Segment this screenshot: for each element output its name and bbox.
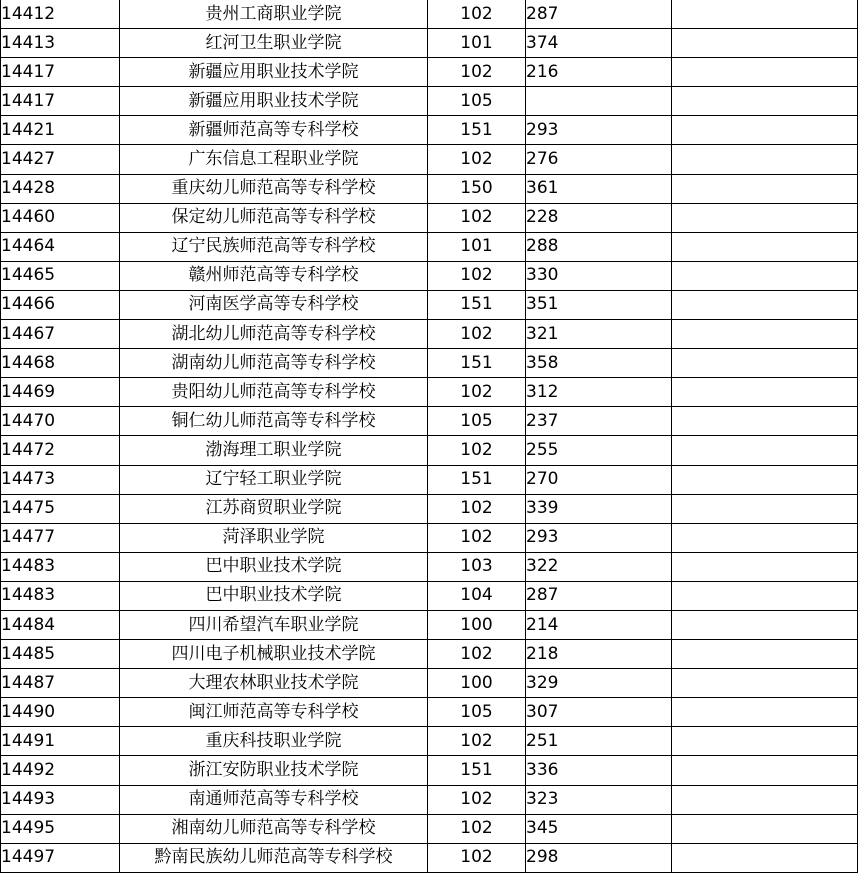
subject-code-cell: 151	[428, 465, 526, 494]
table-body	[1, 0, 858, 872]
table-row	[1, 29, 858, 58]
school-name-cell: 新疆师范高等专科学校	[120, 116, 428, 145]
subject-code-cell: 102	[428, 0, 526, 29]
school-code-cell: 14460	[1, 203, 120, 232]
note-cell	[672, 756, 858, 785]
min-score-cell: 293	[526, 116, 672, 145]
subject-code-cell: 104	[428, 581, 526, 610]
school-code-cell: 14470	[1, 407, 120, 436]
note-cell	[672, 727, 858, 756]
school-name-cell: 湘南幼儿师范高等专科学校	[120, 814, 428, 843]
school-name-cell: 湖北幼儿师范高等专科学校	[120, 320, 428, 349]
min-score-cell: 323	[526, 785, 672, 814]
school-code-cell: 14487	[1, 669, 120, 698]
subject-code-cell: 102	[428, 494, 526, 523]
school-name-cell: 红河卫生职业学院	[120, 29, 428, 58]
table-row	[1, 407, 858, 436]
min-score-cell: 358	[526, 349, 672, 378]
school-name-cell: 铜仁幼儿师范高等专科学校	[120, 407, 428, 436]
school-name-cell: 菏泽职业学院	[120, 523, 428, 552]
school-name-cell: 大理农林职业技术学院	[120, 669, 428, 698]
note-cell	[672, 698, 858, 727]
table-row	[1, 698, 858, 727]
school-name-cell: 四川电子机械职业技术学院	[120, 640, 428, 669]
school-code-cell: 14464	[1, 232, 120, 261]
table-row	[1, 320, 858, 349]
note-cell	[672, 174, 858, 203]
school-name-cell: 新疆应用职业技术学院	[120, 87, 428, 116]
table-row	[1, 378, 858, 407]
table-row	[1, 669, 858, 698]
school-code-cell: 14483	[1, 552, 120, 581]
note-cell	[672, 378, 858, 407]
min-score-cell: 322	[526, 552, 672, 581]
table-row	[1, 87, 858, 116]
table-row	[1, 145, 858, 174]
school-name-cell: 保定幼儿师范高等专科学校	[120, 203, 428, 232]
table-row	[1, 756, 858, 785]
school-code-cell: 14472	[1, 436, 120, 465]
school-code-cell: 14491	[1, 727, 120, 756]
min-score-cell: 214	[526, 610, 672, 639]
school-code-cell: 14497	[1, 843, 120, 872]
note-cell	[672, 87, 858, 116]
min-score-cell: 298	[526, 843, 672, 872]
subject-code-cell: 151	[428, 116, 526, 145]
subject-code-cell: 102	[428, 640, 526, 669]
school-name-cell: 赣州师范高等专科学校	[120, 261, 428, 290]
min-score-cell: 339	[526, 494, 672, 523]
subject-code-cell: 102	[428, 203, 526, 232]
min-score-cell: 218	[526, 640, 672, 669]
school-name-cell: 重庆科技职业学院	[120, 727, 428, 756]
school-name-cell: 辽宁民族师范高等专科学校	[120, 232, 428, 261]
min-score-cell: 255	[526, 436, 672, 465]
min-score-cell: 351	[526, 290, 672, 319]
note-cell	[672, 610, 858, 639]
table-row	[1, 523, 858, 552]
note-cell	[672, 523, 858, 552]
note-cell	[672, 290, 858, 319]
school-name-cell: 江苏商贸职业学院	[120, 494, 428, 523]
table-row	[1, 0, 858, 29]
school-name-cell: 贵州工商职业学院	[120, 0, 428, 29]
table-row	[1, 843, 858, 872]
subject-code-cell: 150	[428, 174, 526, 203]
subject-code-cell: 105	[428, 407, 526, 436]
school-code-cell: 14412	[1, 0, 120, 29]
table-row	[1, 261, 858, 290]
table-row	[1, 349, 858, 378]
school-code-cell: 14495	[1, 814, 120, 843]
note-cell	[672, 640, 858, 669]
school-name-cell: 贵阳幼儿师范高等专科学校	[120, 378, 428, 407]
note-cell	[672, 814, 858, 843]
table-row	[1, 785, 858, 814]
school-code-cell: 14468	[1, 349, 120, 378]
note-cell	[672, 203, 858, 232]
school-code-cell: 14492	[1, 756, 120, 785]
school-code-cell: 14493	[1, 785, 120, 814]
min-score-cell: 307	[526, 698, 672, 727]
table-row	[1, 232, 858, 261]
subject-code-cell: 101	[428, 232, 526, 261]
min-score-cell: 330	[526, 261, 672, 290]
note-cell	[672, 843, 858, 872]
min-score-cell: 345	[526, 814, 672, 843]
subject-code-cell: 102	[428, 320, 526, 349]
table-row	[1, 494, 858, 523]
note-cell	[672, 261, 858, 290]
note-cell	[672, 436, 858, 465]
school-code-cell: 14417	[1, 87, 120, 116]
subject-code-cell: 100	[428, 610, 526, 639]
school-code-cell: 14466	[1, 290, 120, 319]
note-cell	[672, 581, 858, 610]
table-row	[1, 581, 858, 610]
min-score-cell: 293	[526, 523, 672, 552]
min-score-cell: 270	[526, 465, 672, 494]
subject-code-cell: 102	[428, 814, 526, 843]
table-row	[1, 727, 858, 756]
table-row	[1, 116, 858, 145]
subject-code-cell: 102	[428, 378, 526, 407]
school-name-cell: 新疆应用职业技术学院	[120, 58, 428, 87]
subject-code-cell: 105	[428, 698, 526, 727]
subject-code-cell: 151	[428, 290, 526, 319]
table-row	[1, 465, 858, 494]
note-cell	[672, 349, 858, 378]
subject-code-cell: 103	[428, 552, 526, 581]
min-score-cell: 216	[526, 58, 672, 87]
table-row	[1, 640, 858, 669]
min-score-cell: 228	[526, 203, 672, 232]
note-cell	[672, 29, 858, 58]
school-code-cell: 14428	[1, 174, 120, 203]
school-code-cell: 14484	[1, 610, 120, 639]
min-score-cell: 312	[526, 378, 672, 407]
min-score-cell: 336	[526, 756, 672, 785]
school-name-cell: 巴中职业技术学院	[120, 552, 428, 581]
school-code-cell: 14413	[1, 29, 120, 58]
min-score-cell: 251	[526, 727, 672, 756]
school-name-cell: 重庆幼儿师范高等专科学校	[120, 174, 428, 203]
note-cell	[672, 785, 858, 814]
school-name-cell: 浙江安防职业技术学院	[120, 756, 428, 785]
subject-code-cell: 102	[428, 436, 526, 465]
school-name-cell: 辽宁轻工职业学院	[120, 465, 428, 494]
min-score-cell: 287	[526, 581, 672, 610]
school-name-cell: 四川希望汽车职业学院	[120, 610, 428, 639]
note-cell	[672, 232, 858, 261]
note-cell	[672, 669, 858, 698]
subject-code-cell: 105	[428, 87, 526, 116]
min-score-cell: 276	[526, 145, 672, 174]
school-code-cell: 14475	[1, 494, 120, 523]
subject-code-cell: 102	[428, 261, 526, 290]
school-name-cell: 河南医学高等专科学校	[120, 290, 428, 319]
school-name-cell: 渤海理工职业学院	[120, 436, 428, 465]
school-code-cell: 14469	[1, 378, 120, 407]
school-code-cell: 14417	[1, 58, 120, 87]
note-cell	[672, 407, 858, 436]
subject-code-cell: 102	[428, 145, 526, 174]
min-score-cell: 329	[526, 669, 672, 698]
school-code-cell: 14427	[1, 145, 120, 174]
note-cell	[672, 320, 858, 349]
subject-code-cell: 102	[428, 58, 526, 87]
table-row	[1, 58, 858, 87]
subject-code-cell: 151	[428, 756, 526, 785]
table-row	[1, 814, 858, 843]
school-name-cell: 南通师范高等专科学校	[120, 785, 428, 814]
note-cell	[672, 0, 858, 29]
note-cell	[672, 145, 858, 174]
school-name-cell: 闽江师范高等专科学校	[120, 698, 428, 727]
subject-code-cell: 102	[428, 523, 526, 552]
table-row	[1, 174, 858, 203]
school-code-cell: 14490	[1, 698, 120, 727]
min-score-cell	[526, 87, 672, 116]
school-name-cell: 广东信息工程职业学院	[120, 145, 428, 174]
school-code-cell: 14473	[1, 465, 120, 494]
subject-code-cell: 102	[428, 785, 526, 814]
subject-code-cell: 102	[428, 843, 526, 872]
note-cell	[672, 465, 858, 494]
note-cell	[672, 58, 858, 87]
min-score-cell: 361	[526, 174, 672, 203]
min-score-cell: 288	[526, 232, 672, 261]
subject-code-cell: 151	[428, 349, 526, 378]
min-score-cell: 321	[526, 320, 672, 349]
min-score-cell: 287	[526, 0, 672, 29]
table-row	[1, 203, 858, 232]
note-cell	[672, 552, 858, 581]
school-name-cell: 湖南幼儿师范高等专科学校	[120, 349, 428, 378]
school-code-cell: 14421	[1, 116, 120, 145]
school-code-cell: 14477	[1, 523, 120, 552]
school-code-cell: 14483	[1, 581, 120, 610]
school-code-cell: 14465	[1, 261, 120, 290]
note-cell	[672, 116, 858, 145]
subject-code-cell: 102	[428, 727, 526, 756]
school-name-cell: 巴中职业技术学院	[120, 581, 428, 610]
table-row	[1, 552, 858, 581]
table-row	[1, 436, 858, 465]
table-row	[1, 610, 858, 639]
table-row	[1, 290, 858, 319]
school-name-cell: 黔南民族幼儿师范高等专科学校	[120, 843, 428, 872]
subject-code-cell: 100	[428, 669, 526, 698]
school-code-cell: 14467	[1, 320, 120, 349]
min-score-cell: 237	[526, 407, 672, 436]
min-score-cell: 374	[526, 29, 672, 58]
note-cell	[672, 494, 858, 523]
subject-code-cell: 101	[428, 29, 526, 58]
school-code-cell: 14485	[1, 640, 120, 669]
